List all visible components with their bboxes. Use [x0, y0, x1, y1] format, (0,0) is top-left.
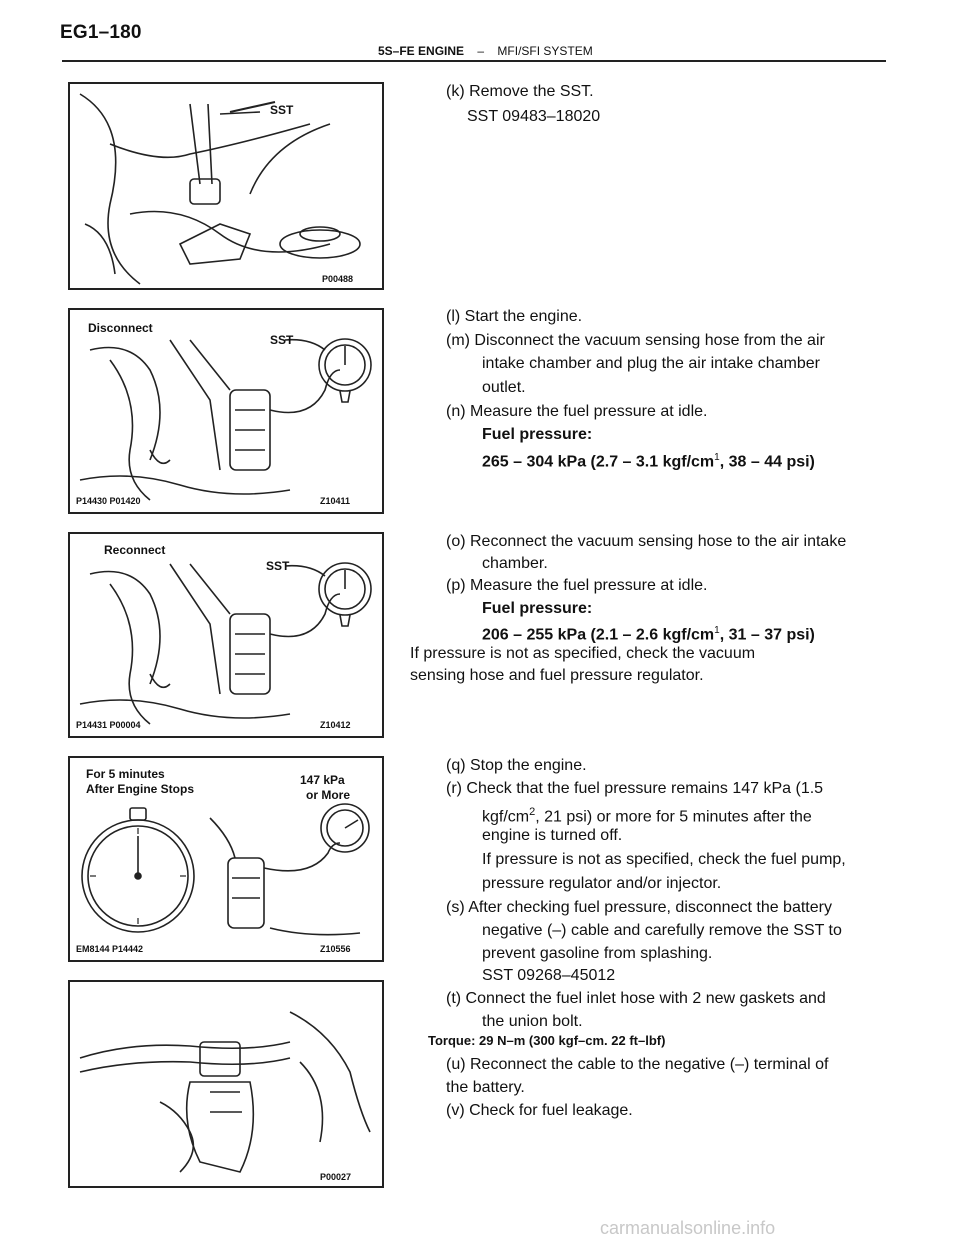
figure-disconnect-hose	[68, 308, 384, 514]
figure-disconnect-label: Disconnect	[88, 321, 153, 335]
step-n-value-rest: , 38 – 44 psi)	[719, 453, 815, 471]
page-number: EG1–180	[60, 22, 142, 43]
figure-pressure-hold-illustration	[70, 758, 382, 960]
step-k-sst: SST 09483–18020	[467, 108, 601, 125]
step-k-title: (k) Remove the SST.	[446, 83, 594, 100]
figure-disconnect-code-right: Z10411	[320, 496, 351, 506]
watermark: carmanualsonline.info	[600, 1218, 776, 1238]
step-m-line2: intake chamber and plug the air intake chamber	[482, 355, 820, 372]
section-separator: –	[477, 44, 485, 58]
step-n-fuel-pressure-label: Fuel pressure:	[482, 426, 593, 443]
step-p-fuel-pressure-label: Fuel pressure:	[482, 600, 593, 617]
step-o-line2: chamber.	[482, 555, 548, 572]
step-q: (q) Stop the engine.	[446, 757, 587, 774]
step-r-line3: engine is turned off.	[482, 827, 623, 844]
if-pressure-note-line1: If pressure is not as specified, check the vacuum	[410, 645, 756, 662]
figure-remove-sst-label: SST	[270, 103, 294, 117]
step-l: (l) Start the engine.	[446, 308, 583, 325]
subsection-title: MFI/SFI SYSTEM	[497, 44, 593, 58]
figure-reconnect-sst-label: SST	[266, 559, 290, 573]
step-r-line1: (r) Check that the fuel pressure remains 147 kPa (1.5	[446, 780, 824, 797]
torque-spec: Torque: 29 N–m (300 kgf–cm. 22 ft–lbf)	[428, 1033, 666, 1048]
step-p-value-rest: , 31 – 37 psi)	[719, 626, 815, 644]
figure-remove-sst-illustration	[70, 84, 382, 288]
figure-pressure-hold-label-line2: After Engine Stops	[86, 782, 195, 796]
figure-pressure-hold-label-line1: For 5 minutes	[86, 767, 165, 781]
step-r-unit-sup: 2	[529, 806, 536, 818]
step-u-line2: the battery.	[446, 1079, 525, 1096]
step-p-value-sup: 1	[714, 625, 720, 636]
step-r-line5: pressure regulator and/or injector.	[482, 875, 722, 892]
figure-reconnect-code-left: P14431 P00004	[76, 720, 141, 730]
step-o-line1: (o) Reconnect the vacuum sensing hose to the air intake	[446, 533, 847, 550]
step-r-unit: kgf/cm	[482, 808, 530, 826]
figure-disconnect-hose-illustration	[70, 310, 382, 512]
step-m-line3: outlet.	[482, 379, 526, 396]
figure-remove-sst	[68, 82, 384, 290]
figure-reconnect-code-right: Z10412	[320, 720, 351, 730]
figure-connect-inlet-hose	[68, 980, 384, 1188]
step-s-sst: SST 09268–45012	[482, 967, 616, 984]
step-r-rest: , 21 psi) or more for 5 minutes after the	[535, 808, 812, 826]
figure-reconnect-label: Reconnect	[104, 543, 166, 557]
section-header	[378, 44, 593, 58]
figure-pressure-hold-kpa-line1: 147 kPa	[300, 773, 345, 787]
figure-pressure-hold	[68, 756, 384, 962]
section-title: 5S–FE ENGINE	[378, 44, 465, 58]
step-n-line1: (n) Measure the fuel pressure at idle.	[446, 403, 708, 420]
figure-pressure-hold-code-left: EM8144 P14442	[76, 944, 144, 954]
step-s-line2: negative (–) cable and carefully remove the SST to	[482, 922, 842, 939]
figure-disconnect-sst-label: SST	[270, 333, 294, 347]
step-v: (v) Check for fuel leakage.	[446, 1102, 633, 1119]
header-rule	[62, 60, 886, 62]
if-pressure-note-line2: sensing hose and fuel pressure regulator.	[410, 667, 704, 684]
step-n-fuel-pressure-value	[482, 447, 815, 473]
step-u-line1: (u) Reconnect the cable to the negative (–) terminal of	[446, 1056, 829, 1073]
step-n-value-sup: 1	[714, 452, 720, 463]
step-n-value-main: 265 – 304 kPa (2.7 – 3.1 kgf/cm	[482, 453, 715, 471]
figure-reconnect-hose	[68, 532, 384, 738]
step-s-line3: prevent gasoline from splashing.	[482, 945, 713, 962]
figure-connect-inlet-hose-illustration	[70, 982, 382, 1186]
step-m-line1: (m) Disconnect the vacuum sensing hose from the air	[446, 332, 825, 349]
figure-remove-sst-code: P00488	[322, 274, 354, 284]
figure-connect-inlet-code: P00027	[320, 1172, 352, 1182]
step-p-line1: (p) Measure the fuel pressure at idle.	[446, 577, 708, 594]
step-r-line4: If pressure is not as specified, check the fuel pump,	[482, 851, 846, 868]
step-p-value-main: 206 – 255 kPa (2.1 – 2.6 kgf/cm	[482, 626, 715, 644]
step-t-line1: (t) Connect the fuel inlet hose with 2 new gaskets and	[446, 990, 826, 1007]
step-t-line2: the union bolt.	[482, 1013, 583, 1030]
figure-reconnect-hose-illustration	[70, 534, 382, 736]
figure-pressure-hold-kpa-line2: or More	[306, 788, 351, 802]
figure-disconnect-code-left: P14430 P01420	[76, 496, 141, 506]
figure-pressure-hold-code-right: Z10556	[320, 944, 351, 954]
step-s-line1: (s) After checking fuel pressure, disconnect the battery	[446, 899, 832, 916]
